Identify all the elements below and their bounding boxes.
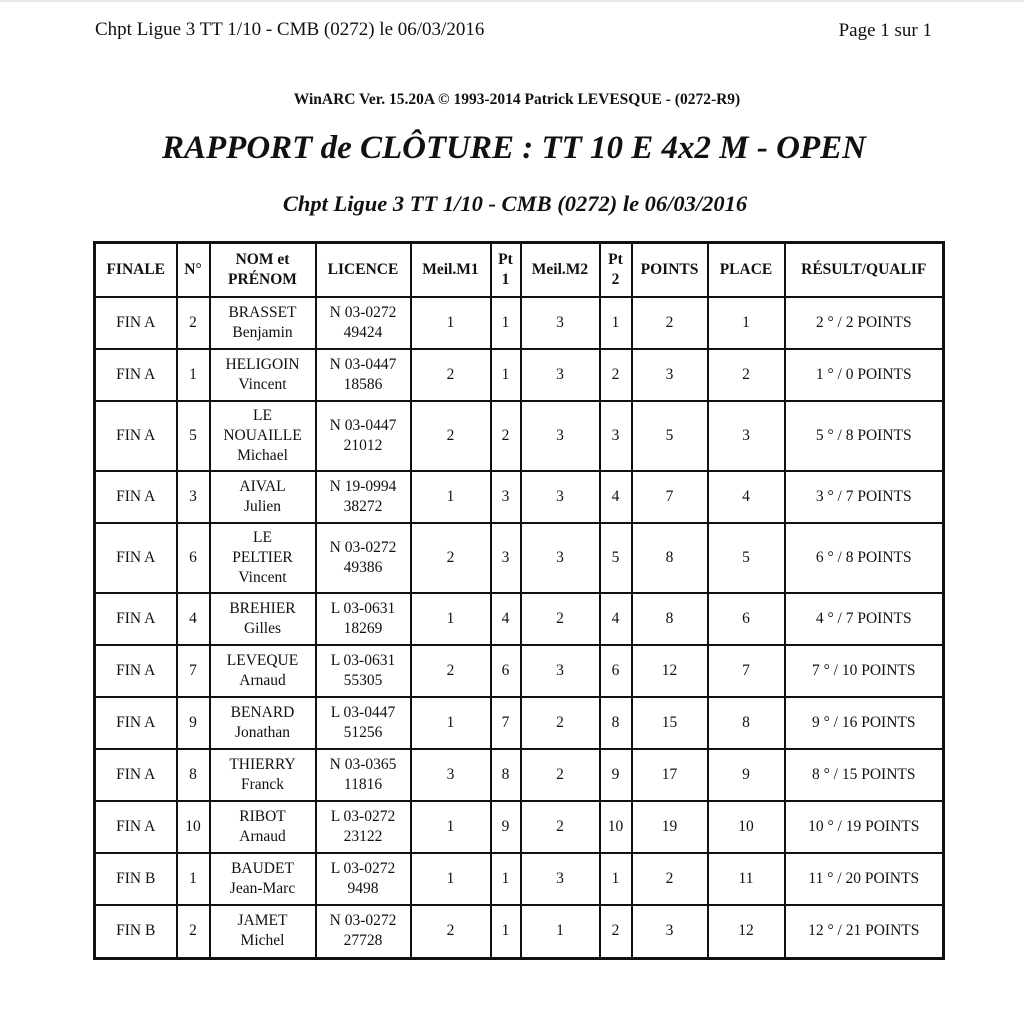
cell-licence-line: L 03-0631 bbox=[330, 652, 396, 669]
cell-number: 2 bbox=[177, 297, 210, 349]
cell-licence-line: L 03-0631 bbox=[330, 600, 396, 617]
cell-number: 2 bbox=[177, 905, 210, 958]
table-row bbox=[95, 297, 944, 349]
cell-meil-m1: 2 bbox=[411, 905, 491, 958]
cell-result: 10 ° / 19 POINTS bbox=[785, 801, 944, 853]
cell-licence-line: 55305 bbox=[343, 672, 383, 689]
cell-name-line: Arnaud bbox=[239, 672, 286, 689]
col-header-name-line1: NOM et bbox=[235, 251, 290, 268]
col-header-meil-m1: Meil.M1 bbox=[411, 243, 491, 298]
col-header-finale: FINALE bbox=[95, 243, 177, 298]
cell-pt2: 10 bbox=[600, 801, 632, 853]
cell-name-line: Vincent bbox=[238, 569, 287, 586]
cell-licence bbox=[316, 349, 411, 401]
cell-place: 8 bbox=[708, 697, 785, 749]
cell-points: 8 bbox=[632, 593, 708, 645]
cell-number: 7 bbox=[177, 645, 210, 697]
cell-finale: FIN B bbox=[95, 905, 177, 958]
cell-number: 8 bbox=[177, 749, 210, 801]
cell-name-line: BRASSET bbox=[228, 304, 297, 321]
cell-pt1: 2 bbox=[491, 401, 521, 471]
cell-name-line: THIERRY bbox=[229, 756, 296, 773]
col-header-place: PLACE bbox=[708, 243, 785, 298]
cell-name-line: Vincent bbox=[238, 376, 287, 393]
cell-licence bbox=[316, 853, 411, 905]
cell-result: 6 ° / 8 POINTS bbox=[785, 523, 944, 593]
results-table bbox=[93, 241, 945, 960]
cell-meil-m1: 1 bbox=[411, 471, 491, 523]
cell-meil-m2: 2 bbox=[521, 749, 600, 801]
cell-meil-m1: 1 bbox=[411, 801, 491, 853]
cell-finale: FIN A bbox=[95, 749, 177, 801]
cell-name-line: Gilles bbox=[243, 620, 282, 637]
cell-name bbox=[210, 297, 316, 349]
cell-pt2: 8 bbox=[600, 697, 632, 749]
cell-meil-m1: 1 bbox=[411, 853, 491, 905]
cell-pt2: 6 bbox=[600, 645, 632, 697]
table-row bbox=[95, 349, 944, 401]
results-body bbox=[95, 297, 944, 958]
cell-name-line: Michael bbox=[237, 447, 288, 464]
cell-pt1: 4 bbox=[491, 593, 521, 645]
cell-licence bbox=[316, 645, 411, 697]
page-subtitle: Chpt Ligue 3 TT 1/10 - CMB (0272) le 06/03/2016 bbox=[282, 191, 748, 216]
cell-result: 7 ° / 10 POINTS bbox=[785, 645, 944, 697]
cell-pt2: 4 bbox=[600, 471, 632, 523]
table-header-row bbox=[95, 243, 944, 298]
software-credit: WinARC Ver. 15.20A © 1993-2014 Patrick LEVESQUE - (0272-R9) bbox=[293, 91, 741, 108]
cell-meil-m1: 2 bbox=[411, 523, 491, 593]
cell-name bbox=[210, 749, 316, 801]
cell-pt1: 1 bbox=[491, 905, 521, 958]
col-header-result: RÉSULT/QUALIF bbox=[785, 243, 944, 298]
cell-finale: FIN A bbox=[95, 297, 177, 349]
col-header-points: POINTS bbox=[632, 243, 708, 298]
cell-name-line: Julien bbox=[243, 498, 282, 515]
table-row bbox=[95, 401, 944, 471]
cell-finale: FIN A bbox=[95, 523, 177, 593]
cell-number: 5 bbox=[177, 401, 210, 471]
col-header-pt2-line2: 2 bbox=[611, 271, 620, 288]
cell-pt1: 8 bbox=[491, 749, 521, 801]
cell-place: 1 bbox=[708, 297, 785, 349]
cell-points: 3 bbox=[632, 905, 708, 958]
cell-meil-m2: 1 bbox=[521, 905, 600, 958]
cell-licence-line: 27728 bbox=[343, 932, 383, 950]
cell-meil-m2: 2 bbox=[521, 801, 600, 853]
cell-pt2: 9 bbox=[600, 749, 632, 801]
cell-licence-line: 23122 bbox=[343, 828, 383, 845]
cell-licence-line: N 19-0994 bbox=[329, 478, 397, 495]
cell-number: 3 bbox=[177, 471, 210, 523]
cell-points: 7 bbox=[632, 471, 708, 523]
col-header-pt1-line2: 1 bbox=[501, 271, 510, 288]
cell-meil-m1: 2 bbox=[411, 645, 491, 697]
cell-points: 3 bbox=[632, 349, 708, 401]
cell-pt1: 9 bbox=[491, 801, 521, 853]
cell-name-line: NOUAILLE bbox=[223, 427, 302, 444]
col-header-pt2-line1: Pt bbox=[608, 251, 623, 268]
cell-pt1: 1 bbox=[491, 297, 521, 349]
table-row bbox=[95, 645, 944, 697]
cell-pt1: 6 bbox=[491, 645, 521, 697]
cell-name-line: BENARD bbox=[230, 704, 295, 721]
cell-licence-line: 18269 bbox=[343, 620, 383, 637]
cell-licence bbox=[316, 523, 411, 593]
cell-meil-m2: 3 bbox=[521, 471, 600, 523]
cell-name-line: Franck bbox=[240, 776, 285, 793]
cell-place: 3 bbox=[708, 401, 785, 471]
table-row bbox=[95, 593, 944, 645]
cell-name-line: LE bbox=[253, 407, 272, 424]
cell-place: 11 bbox=[708, 853, 785, 905]
cell-name bbox=[210, 697, 316, 749]
cell-name bbox=[210, 349, 316, 401]
col-header-pt2 bbox=[600, 243, 632, 298]
col-header-pt1-line1: Pt bbox=[498, 251, 513, 268]
cell-meil-m2: 3 bbox=[521, 349, 600, 401]
cell-pt2: 1 bbox=[600, 297, 632, 349]
cell-licence-line: 11816 bbox=[343, 776, 383, 793]
page-header-left: Chpt Ligue 3 TT 1/10 - CMB (0272) le 06/03/2016 bbox=[95, 19, 485, 40]
cell-finale: FIN A bbox=[95, 349, 177, 401]
cell-pt2: 2 bbox=[600, 905, 632, 958]
cell-pt1: 1 bbox=[491, 349, 521, 401]
cell-result: 3 ° / 7 POINTS bbox=[785, 471, 944, 523]
cell-number: 1 bbox=[177, 853, 210, 905]
cell-licence-line: N 03-0272 bbox=[329, 912, 397, 930]
cell-number: 4 bbox=[177, 593, 210, 645]
cell-name-line: Jean-Marc bbox=[229, 880, 296, 897]
cell-place: 7 bbox=[708, 645, 785, 697]
cell-meil-m1: 1 bbox=[411, 297, 491, 349]
cell-meil-m1: 3 bbox=[411, 749, 491, 801]
cell-points: 5 bbox=[632, 401, 708, 471]
cell-finale: FIN A bbox=[95, 593, 177, 645]
cell-result: 2 ° / 2 POINTS bbox=[785, 297, 944, 349]
cell-licence-line: N 03-0272 bbox=[329, 304, 397, 321]
cell-finale: FIN A bbox=[95, 645, 177, 697]
cell-meil-m1: 1 bbox=[411, 593, 491, 645]
cell-name-line: JAMET bbox=[237, 912, 288, 930]
table-row bbox=[95, 749, 944, 801]
col-header-licence: LICENCE bbox=[316, 243, 411, 298]
cell-pt2: 3 bbox=[600, 401, 632, 471]
cell-place: 6 bbox=[708, 593, 785, 645]
cell-meil-m1: 2 bbox=[411, 401, 491, 471]
cell-name-line: LE bbox=[253, 529, 272, 546]
table-row bbox=[95, 523, 944, 593]
cell-place: 9 bbox=[708, 749, 785, 801]
cell-place: 12 bbox=[708, 905, 785, 958]
cell-points: 17 bbox=[632, 749, 708, 801]
cell-finale: FIN A bbox=[95, 697, 177, 749]
cell-result: 9 ° / 16 POINTS bbox=[785, 697, 944, 749]
table-row bbox=[95, 801, 944, 853]
cell-licence-line: 38272 bbox=[343, 498, 383, 515]
cell-licence-line: 51256 bbox=[343, 724, 383, 741]
cell-points: 19 bbox=[632, 801, 708, 853]
cell-licence bbox=[316, 801, 411, 853]
cell-licence-line: 18586 bbox=[343, 376, 383, 393]
cell-meil-m1: 2 bbox=[411, 349, 491, 401]
cell-pt1: 3 bbox=[491, 471, 521, 523]
cell-name-line: Arnaud bbox=[239, 828, 286, 845]
cell-licence bbox=[316, 297, 411, 349]
cell-name-line: BAUDET bbox=[231, 860, 294, 877]
cell-name-line: PELTIER bbox=[232, 549, 293, 566]
cell-meil-m2: 3 bbox=[521, 645, 600, 697]
cell-result: 8 ° / 15 POINTS bbox=[785, 749, 944, 801]
table-row bbox=[95, 471, 944, 523]
cell-name-line: BREHIER bbox=[229, 600, 296, 617]
cell-name-line: AIVAL bbox=[239, 478, 286, 495]
cell-number: 9 bbox=[177, 697, 210, 749]
cell-licence-line: L 03-0272 bbox=[330, 808, 396, 825]
col-header-pt1 bbox=[491, 243, 521, 298]
col-header-name bbox=[210, 243, 316, 298]
cell-points: 2 bbox=[632, 853, 708, 905]
cell-pt2: 1 bbox=[600, 853, 632, 905]
table-row bbox=[95, 853, 944, 905]
cell-result: 5 ° / 8 POINTS bbox=[785, 401, 944, 471]
cell-name-line: Michel bbox=[240, 932, 285, 950]
cell-number: 6 bbox=[177, 523, 210, 593]
cell-pt1: 7 bbox=[491, 697, 521, 749]
cell-licence bbox=[316, 905, 411, 958]
cell-result: 4 ° / 7 POINTS bbox=[785, 593, 944, 645]
cell-points: 12 bbox=[632, 645, 708, 697]
cell-place: 2 bbox=[708, 349, 785, 401]
cell-licence-line: N 03-0447 bbox=[329, 417, 397, 434]
cell-licence bbox=[316, 593, 411, 645]
cell-licence-line: N 03-0272 bbox=[329, 539, 397, 556]
cell-meil-m2: 3 bbox=[521, 297, 600, 349]
cell-pt2: 4 bbox=[600, 593, 632, 645]
cell-name bbox=[210, 523, 316, 593]
cell-meil-m2: 3 bbox=[521, 401, 600, 471]
cell-number: 1 bbox=[177, 349, 210, 401]
cell-name-line: RIBOT bbox=[239, 808, 286, 825]
page-header-right: Page 1 sur 1 bbox=[838, 20, 932, 41]
cell-finale: FIN B bbox=[95, 853, 177, 905]
cell-name bbox=[210, 801, 316, 853]
cell-pt1: 1 bbox=[491, 853, 521, 905]
scan-edge-line bbox=[0, 0, 1024, 2]
cell-name bbox=[210, 645, 316, 697]
cell-pt2: 5 bbox=[600, 523, 632, 593]
cell-licence bbox=[316, 401, 411, 471]
cell-name bbox=[210, 593, 316, 645]
cell-place: 10 bbox=[708, 801, 785, 853]
cell-meil-m1: 1 bbox=[411, 697, 491, 749]
cell-name bbox=[210, 401, 316, 471]
cell-meil-m2: 2 bbox=[521, 697, 600, 749]
cell-result: 1 ° / 0 POINTS bbox=[785, 349, 944, 401]
cell-name-line: HELIGOIN bbox=[225, 356, 300, 373]
cell-name bbox=[210, 471, 316, 523]
cell-licence bbox=[316, 697, 411, 749]
cell-licence-line: N 03-0447 bbox=[329, 356, 397, 373]
cell-points: 8 bbox=[632, 523, 708, 593]
cell-licence bbox=[316, 471, 411, 523]
table-row bbox=[95, 905, 944, 958]
cell-points: 15 bbox=[632, 697, 708, 749]
cell-licence bbox=[316, 749, 411, 801]
cell-licence-line: L 03-0447 bbox=[330, 704, 396, 721]
cell-result: 12 ° / 21 POINTS bbox=[785, 905, 944, 958]
table-row bbox=[95, 697, 944, 749]
cell-place: 4 bbox=[708, 471, 785, 523]
cell-licence-line: 49386 bbox=[343, 559, 383, 576]
cell-licence-line: N 03-0365 bbox=[329, 756, 397, 773]
cell-place: 5 bbox=[708, 523, 785, 593]
cell-result: 11 ° / 20 POINTS bbox=[785, 853, 944, 905]
cell-licence-line: 21012 bbox=[343, 437, 383, 454]
cell-name bbox=[210, 853, 316, 905]
col-header-name-line2: PRÉNOM bbox=[228, 271, 297, 288]
cell-pt2: 2 bbox=[600, 349, 632, 401]
cell-finale: FIN A bbox=[95, 471, 177, 523]
cell-name-line: Benjamin bbox=[232, 324, 293, 341]
cell-licence-line: 49424 bbox=[343, 324, 383, 341]
cell-name-line: LEVEQUE bbox=[226, 652, 299, 669]
cell-licence-line: 9498 bbox=[347, 880, 379, 897]
cell-licence-line: L 03-0272 bbox=[330, 860, 396, 877]
cell-meil-m2: 3 bbox=[521, 853, 600, 905]
page-title: RAPPORT de CLÔTURE : TT 10 E 4x2 M - OPEN bbox=[162, 130, 866, 166]
cell-points: 2 bbox=[632, 297, 708, 349]
cell-pt1: 3 bbox=[491, 523, 521, 593]
cell-finale: FIN A bbox=[95, 801, 177, 853]
cell-name bbox=[210, 905, 316, 958]
col-header-number: N° bbox=[177, 243, 210, 298]
cell-number: 10 bbox=[177, 801, 210, 853]
col-header-meil-m2: Meil.M2 bbox=[521, 243, 600, 298]
cell-meil-m2: 3 bbox=[521, 523, 600, 593]
cell-name-line: Jonathan bbox=[234, 724, 291, 741]
cell-meil-m2: 2 bbox=[521, 593, 600, 645]
cell-finale: FIN A bbox=[95, 401, 177, 471]
